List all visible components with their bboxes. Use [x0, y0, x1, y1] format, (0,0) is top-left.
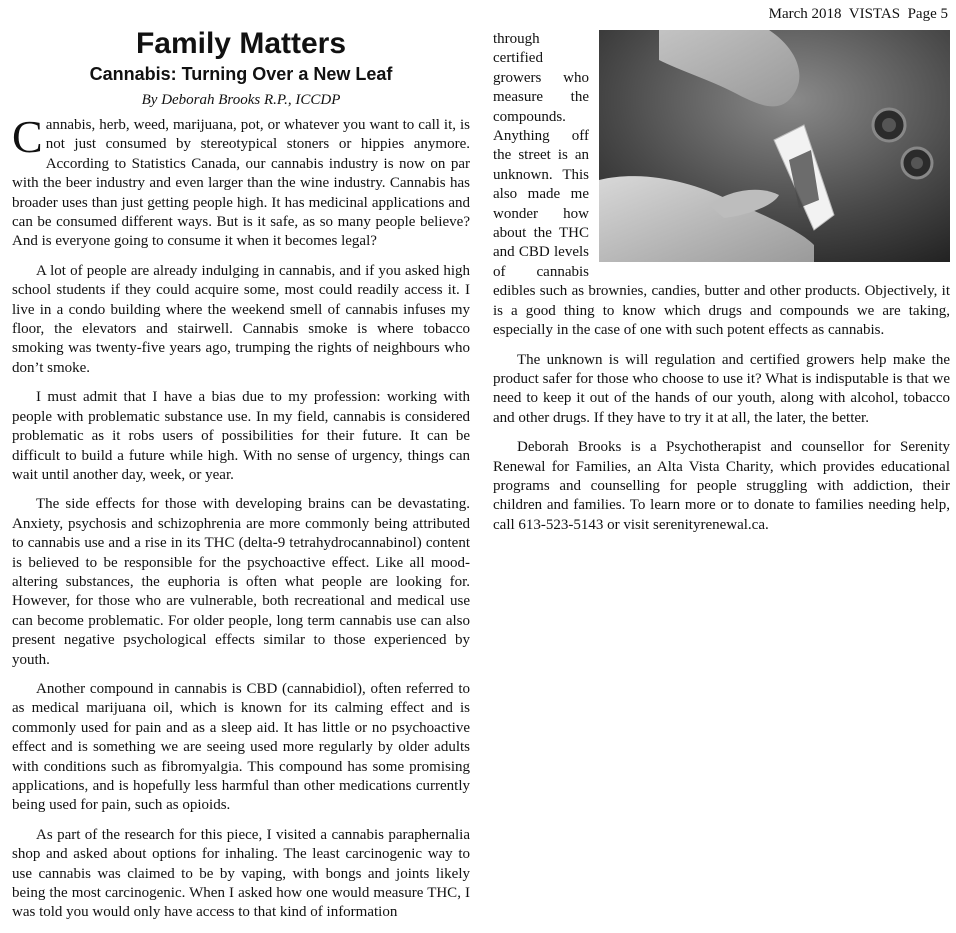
drop-cap: C — [12, 111, 43, 162]
paragraph-7: The unknown is will regulation and certified growers help make the product safer for those who choose to use it? What is indisputable is that we need to keep it out of the hands of our youth, along with alcohol, tobacco and other drugs. If they have to try it at all, the later, the better. — [493, 351, 950, 426]
issue-date: March 2018 — [768, 6, 842, 22]
author-bio: Deborah Brooks is a Psychotherapist and counsellor for Serenity Renewal for Families, an Alta Vista Charity, which provides educational programs and counselling for people struggling with addiction, their children and families. To learn more or to donate to families needing help, call 613-523-5143 or visit serenityrenewal.ca. — [493, 439, 950, 533]
article-photo — [599, 30, 950, 262]
article-subtitle: Cannabis: Turning Over a New Leaf — [89, 64, 393, 84]
paragraph-6: As part of the research for this piece, I visited a cannabis paraphernalia shop and asked about options for inhaling. The least carcinogenic way to use cannabis was claimed to be by vaping, with bongs and joints likely being the most carcinogenic. When I asked how one would measure THC, I was told you would only have access to that kind of information — [12, 826, 470, 921]
right-column — [493, 30, 950, 545]
article-byline: By Deborah Brooks R.P., ICCDP — [141, 92, 341, 108]
article-title: Family Matters — [135, 27, 347, 60]
publication-name: VISTAS — [848, 6, 901, 22]
page-number: Page 5 — [907, 6, 948, 22]
paragraph-3: I must admit that I have a bias due to my profession: working with people with problematic substance use. In my field, cannabis is considered problematic as it robs users of possibilities for their future. It can be difficult to build a future while high. With no sense of urgency, things can wait until another day, week, or year. — [12, 389, 470, 483]
paragraph-2: A lot of people are already indulging in cannabis, and if you asked high school students if they could acquire some, most could readily access it. I live in a condo building where the weekend smell of cannabis infuses my floor, the elevators and stairwell. Cannabis smoke is where tobacco smoking was twenty-five years ago, trumping the rights of neighbours who don’t smoke. — [12, 262, 470, 376]
paragraph-1 — [12, 111, 470, 252]
paragraph-1-text: annabis, herb, weed, marijuana, pot, or whatever you want to call it, is not just consumed by stereotypical stoners or hippies anymore. According to Statistics Canada, our cannabis industry is now on par with the beer industry and even larger than the wine industry. Cannabis has broader uses than just getting people high. It has medicinal applications and can be consumed different ways. But is it safe, as so many people believe? And is everyone going to consume it when it becomes legal? — [12, 117, 470, 250]
photo-illustration — [599, 30, 950, 262]
paragraph-4: The side effects for those with developing brains can be devastating. Anxiety, psychosis and schizophrenia are more commonly being attributed to cannabis use and a rise in its THC (delta-9 tetrahydrocannabinol) content is believed to be responsible for the psychoactive effect. Like all mood-altering substances, the euphoria is often what people are looking for. However, for those who are vulnerable, both recreational and medical use can become problematic. For older people, long term cannabis use can also present negative psychological effects similar to those experienced by youth. — [12, 496, 470, 668]
page-header — [769, 6, 948, 23]
left-column — [12, 26, 470, 933]
paragraph-6-continued: through certified growers who measure the compounds. Anything off the street is an unknown. This also made me wonder how about the THC and CBD levels of cannabis edibles such as brownies, candies, butter and other products. Objectively, it is a good thing to know which drugs and compounds we are taking, especially in the case of one with such potent effects as cannabis. — [493, 31, 950, 339]
paragraph-5: Another compound in cannabis is CBD (cannabidiol), often referred to as medical marijuana oil, which is known for its calming effect and is commonly used for pain and as a sleep aid. It has little or no psychoactive effect and is something we are seeing used more regularly by older adults with conditions such as fibromyalgia. This compound has some promising applications, and is hopefully less harmful than other medications currently being used for pain, such as opioids. — [12, 680, 470, 814]
